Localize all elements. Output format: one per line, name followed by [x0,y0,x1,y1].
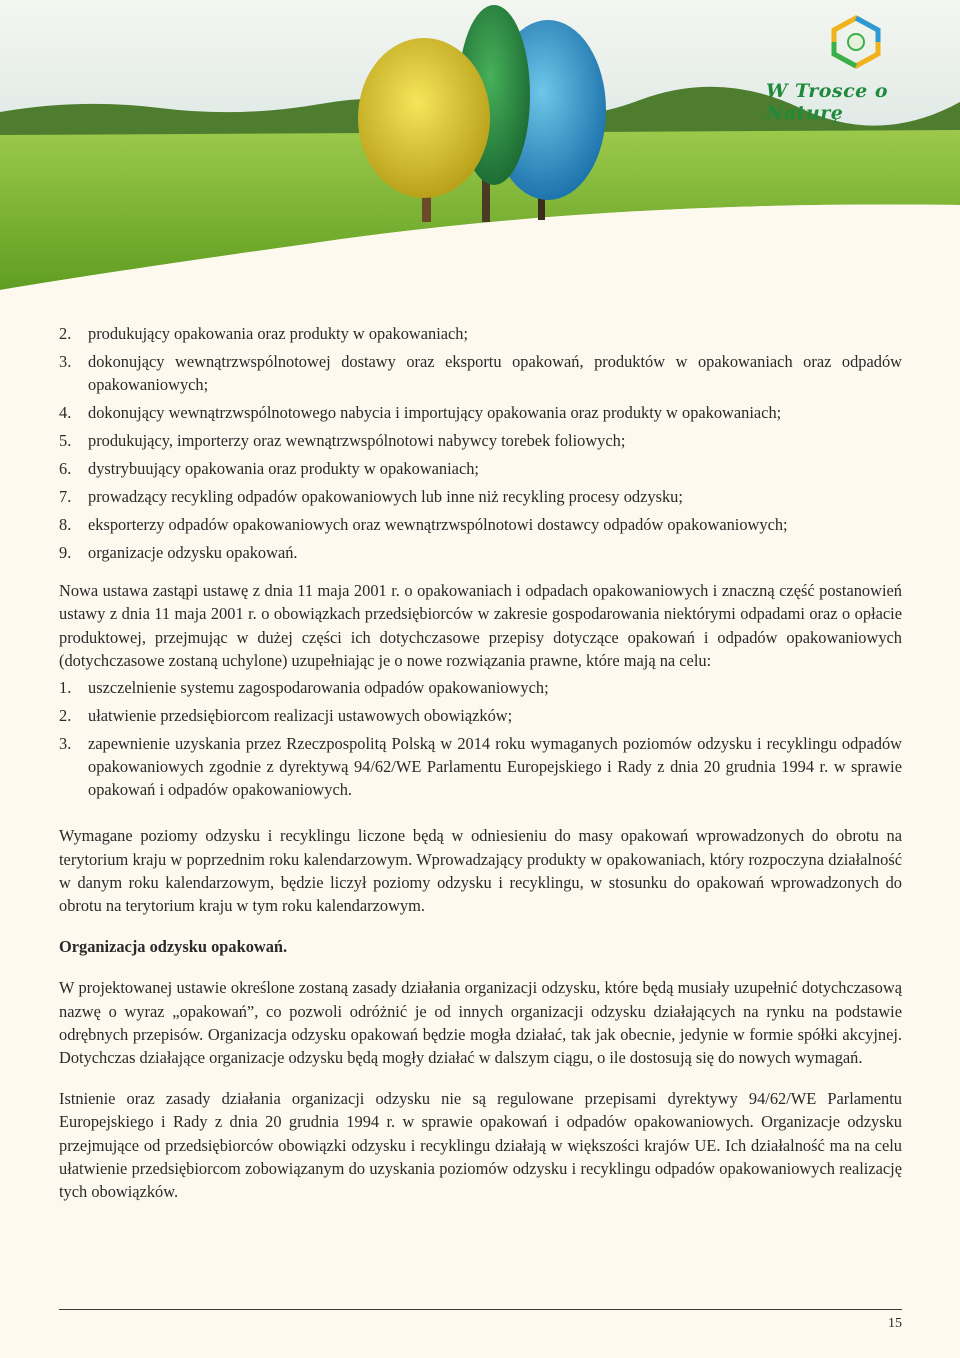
header-banner [0,0,960,290]
list-item: 2. ułatwienie przedsiębiorcom realizacji ustawowych obowiązków; [59,706,513,726]
paragraph-eu-directive: Istnienie oraz zasady działania organizacji odzysku nie są regulowane przepisami dyrektywy 94/62/WE Parlamentu Europejskiego i Rady z dnia 20 grudnia 1994 r. w sprawie opakowań i odpadów opakowaniowych. Organizacje odzysku przejmujące od przedsiębiorców obowiązki odzysku i recyklingu działają w większości krajów UE. Ich działalność ma na celu ułatwienie przedsiębiorcom zobowiązanym do uzyskania poziomów odzysku i recyklingu odpadów opakowaniowych realizację tych obowiązków. [59,1089,902,1202]
page-number: 15 [888,1316,902,1331]
page-content [59,322,902,1203]
footer-divider [59,1309,902,1310]
list-item: 2. produkujący opakowania oraz produkty w opakowaniach; [59,324,469,343]
list-item: 8. eksporterzy odpadów opakowaniowych oraz wewnątrzwspólnotowi dostawcy odpadów opakowaniowych; [59,515,788,535]
list-item: 6. dystrybuujący opakowania oraz produkty w opakowaniach; [59,459,479,479]
list-item: 4. dokonujący wewnątrzwspólnotowego nabycia i importujący opakowania oraz produkty w opakowaniach; [59,403,782,423]
list-item: 3. dokonujący wewnątrzwspólnotowej dostawy oraz eksportu opakowań, produktów w opakowaniach oraz odpadów opakowaniowych; [59,352,902,395]
section-heading: Organizacja odzysku opakowań. [59,937,288,957]
list-item: 1. uszczelnienie systemu zagospodarowania odpadów opakowaniowych; [59,678,549,698]
paragraph-recovery-levels: Wymagane poziomy odzysku i recyklingu liczone będą w odniesieniu do masy opakowań wprowadzonych do obrotu na terytorium kraju w poprzednim roku kalendarzowym. Wprowadzający produkty w opakowaniach, który rozpoczyna działalność w danym roku kalendarzowym, będzie liczył poziomy odzysku i recyklingu, w stosunku do opakowań wprowadzonych do obrotu na terytorium kraju w tym roku kalendarzowym. [59,826,902,916]
list-item: 7. prowadzący recykling odpadów opakowaniowych lub inne niż recykling procesy odzysku; [59,487,683,507]
goals-list [59,676,902,802]
logo-emblem-icon [826,14,886,70]
paragraph-new-act: Nowa ustawa zastąpi ustawę z dnia 11 maja 2001 r. o opakowaniach i odpadach opakowaniowych i znaczną część postanowień ustawy z dnia 11 maja 2001 r. o obowiązkach przedsiębiorców w zakresie gospodarowania niektórymi odpadami oraz o opłacie produktowej, przejmując w dużej części ich dotychczasowe przepisy dotyczące opakowań i odpadów opakowaniowych (dotychczasowe zostaną uchylone) uzupełniając je o nowe rozwiązania prawne, które mają na celu: [59,581,902,670]
paragraph-organization-rules: W projektowanej ustawie określone zostaną zasady działania organizacji odzysku, które będą musiały uzupełnić dotychczasową nazwę o wyraz „opakowań”, co pozwoli odróżnić je od innych organizacji odzysku działających na rynku na podstawie odrębnych przepisów. Organizacja odzysku opakowań będzie mogła działać, tak jak obecnie, jedynie w formie spółki akcyjnej. Dotychczas działające organizacje odzysku będą mogły działać w dalszym ciągu, o ile dostosują się do nowych wymagań. [59,978,902,1068]
list-item: 5. produkujący, importerzy oraz wewnątrzwspólnotowi nabywcy torebek foliowych; [59,431,626,451]
list-item: 3. zapewnienie uzyskania przez Rzeczpospolitą Polską w 2014 roku wymaganych poziomów odzysku i recyklingu odpadów opakowaniowych zgodnie z dyrektywą 94/62/WE Parlamentu Europejskiego i Rady z dnia 20 grudnia 1994 r. w sprawie opakowań i odpadów opakowaniowych. [59,734,902,800]
logo [766,14,946,124]
entity-list [59,322,902,564]
list-item: 9. organizacje odzysku opakowań. [59,543,298,563]
logo-text: W Trosce o Naturę [766,80,889,124]
